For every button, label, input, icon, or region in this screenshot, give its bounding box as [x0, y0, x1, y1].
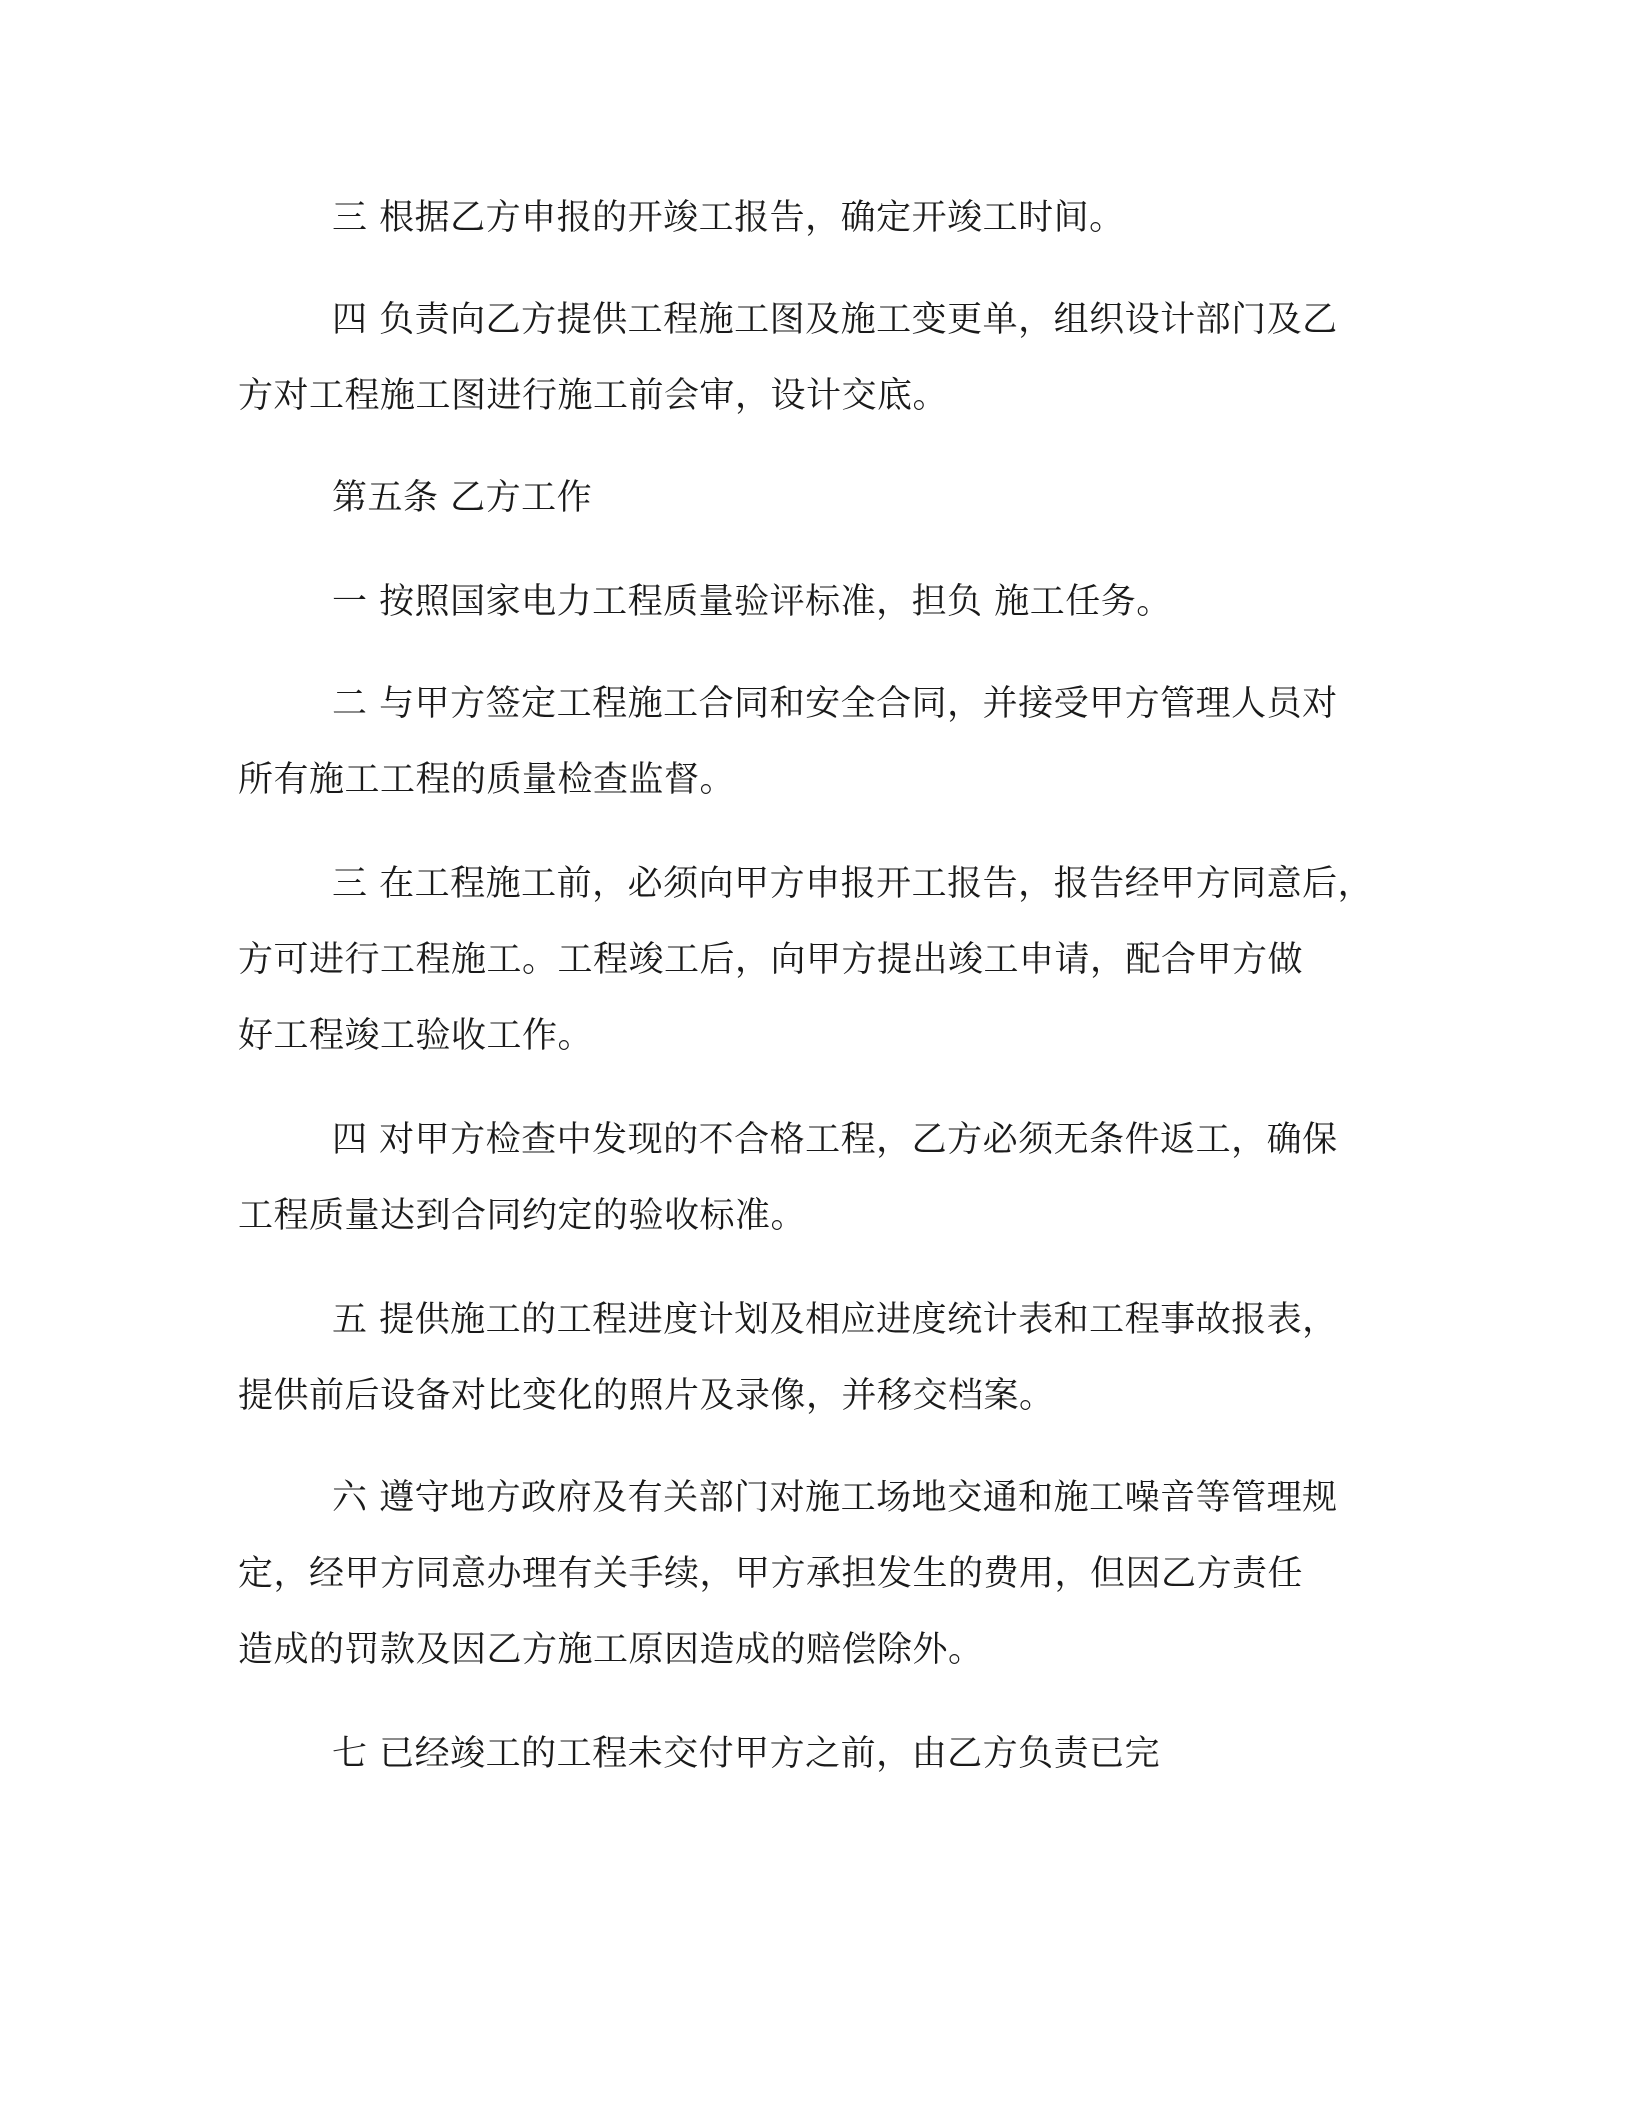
paragraph-line: 二 与甲方签定工程施工合同和安全合同，并接受甲方管理人员对	[332, 684, 1338, 724]
paragraph-line: 工程质量达到合同约定的验收标准。	[238, 1196, 807, 1236]
paragraph-line: 三 根据乙方申报的开竣工报告，确定开竣工时间。	[332, 198, 1125, 238]
paragraph-line: 好工程竣工验收工作。	[238, 1016, 594, 1056]
paragraph-line: 四 负责向乙方提供工程施工图及施工变更单，组织设计部门及乙	[332, 300, 1338, 340]
paragraph-line: 方可进行工程施工。工程竣工后，向甲方提出竣工申请，配合甲方做	[238, 940, 1304, 980]
paragraph-line: 提供前后设备对比变化的照片及录像，并移交档案。	[238, 1376, 1055, 1416]
section-heading: 第五条 乙方工作	[332, 478, 593, 518]
paragraph-line: 五 提供施工的工程进度计划及相应进度统计表和工程事故报表，	[332, 1300, 1338, 1340]
paragraph-line: 造成的罚款及因乙方施工原因造成的赔偿除外。	[238, 1630, 984, 1670]
paragraph-line: 七 已经竣工的工程未交付甲方之前，由乙方负责已完	[332, 1734, 1161, 1774]
paragraph-line: 一 按照国家电力工程质量验评标准，担负 施工任务。	[332, 582, 1172, 622]
paragraph-line: 定，经甲方同意办理有关手续，甲方承担发生的费用，但因乙方责任	[238, 1554, 1304, 1594]
paragraph-line: 方对工程施工图进行施工前会审，设计交底。	[238, 376, 949, 416]
paragraph-line: 四 对甲方检查中发现的不合格工程，乙方必须无条件返工，确保	[332, 1120, 1338, 1160]
paragraph-line: 六 遵守地方政府及有关部门对施工场地交通和施工噪音等管理规	[332, 1478, 1338, 1518]
paragraph-line: 所有施工工程的质量检查监督。	[238, 760, 736, 800]
paragraph-line: 三 在工程施工前，必须向甲方申报开工报告，报告经甲方同意后，	[332, 864, 1374, 904]
